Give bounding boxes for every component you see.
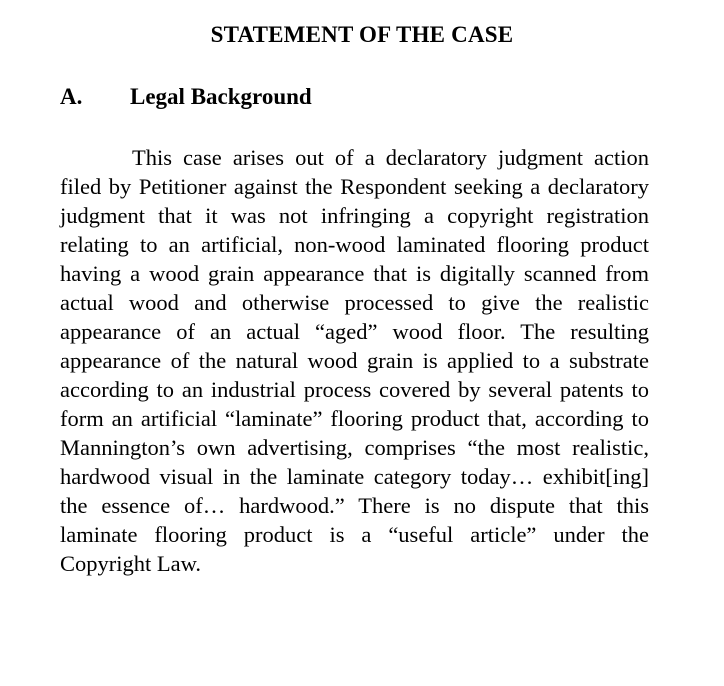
body-paragraph: This case arises out of a declaratory judgment action filed by Petitioner against the Respondent seeking a declaratory judgment that it was not infringing a copyright registration relating to an artificial, non-wood laminated flooring product having a wood grain appearance that is digitally scanned from actual wood and otherwise processed to give the realistic appearance of an actual “aged” wood floor. The resulting appearance of the natural wood grain is applied to a substrate according to an industrial process covered by several patents to form an artificial “laminate” flooring product that, according to Mannington’s own advertising, comprises “the most realistic, hardwood visual in the laminate category today… exhibit[ing] the essence of… hardwood.” There is no dispute that this laminate flooring product is a “useful article” under the Copyright Law. [60, 145, 649, 576]
page-title: STATEMENT OF THE CASE [210, 22, 514, 47]
section-letter: A. [60, 84, 83, 109]
section-heading [60, 84, 312, 110]
section-title: Legal Background [130, 84, 312, 109]
